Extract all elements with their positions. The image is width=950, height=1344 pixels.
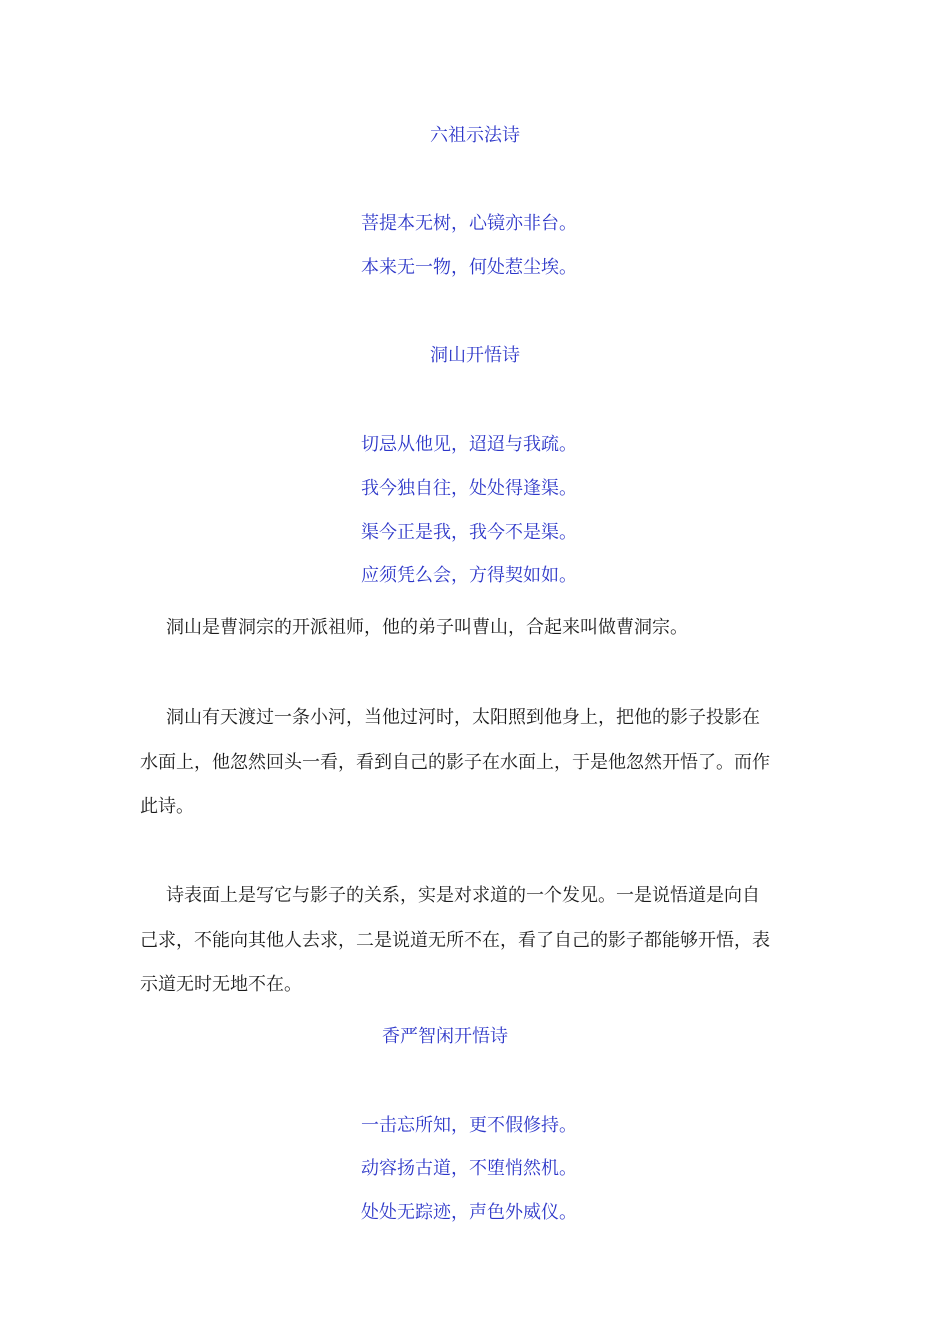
poem-line: 切忌从他见，迢迢与我疏。	[361, 434, 577, 455]
paragraph-line: 水面上，他忽然回头一看，看到自己的影子在水面上，于是他忽然开悟了。而作	[140, 752, 770, 773]
paragraph-line: 示道无时无地不在。	[140, 974, 302, 995]
poem-line: 处处无踪迹，声色外威仪。	[361, 1202, 577, 1223]
paragraph-line: 此诗。	[140, 796, 194, 817]
poem-title-dongshan: 洞山开悟诗	[430, 345, 520, 366]
poem-line: 菩提本无树，心镜亦非台。	[361, 213, 577, 234]
paragraph-line: 洞山有天渡过一条小河，当他过河时，太阳照到他身上，把他的影子投影在	[166, 707, 760, 728]
paragraph-line: 诗表面上是写它与影子的关系，实是对求道的一个发见。一是说悟道是向自	[166, 885, 760, 906]
poem-line: 应须凭么会，方得契如如。	[361, 565, 577, 586]
poem-line: 我今独自往，处处得逢渠。	[361, 478, 577, 499]
paragraph-line: 己求，不能向其他人去求，二是说道无所不在，看了自己的影子都能够开悟，表	[140, 930, 770, 951]
poem-title-liuzu: 六祖示法诗	[430, 125, 520, 146]
poem-line: 一击忘所知，更不假修持。	[361, 1115, 577, 1136]
poem-line: 渠今正是我，我今不是渠。	[361, 522, 577, 543]
poem-title-xiangyan: 香严智闲开悟诗	[382, 1026, 508, 1047]
poem-line: 动容扬古道，不堕悄然机。	[361, 1158, 577, 1179]
paragraph-line: 洞山是曹洞宗的开派祖师，他的弟子叫曹山，合起来叫做曹洞宗。	[166, 617, 688, 638]
poem-line: 本来无一物，何处惹尘埃。	[361, 257, 577, 278]
